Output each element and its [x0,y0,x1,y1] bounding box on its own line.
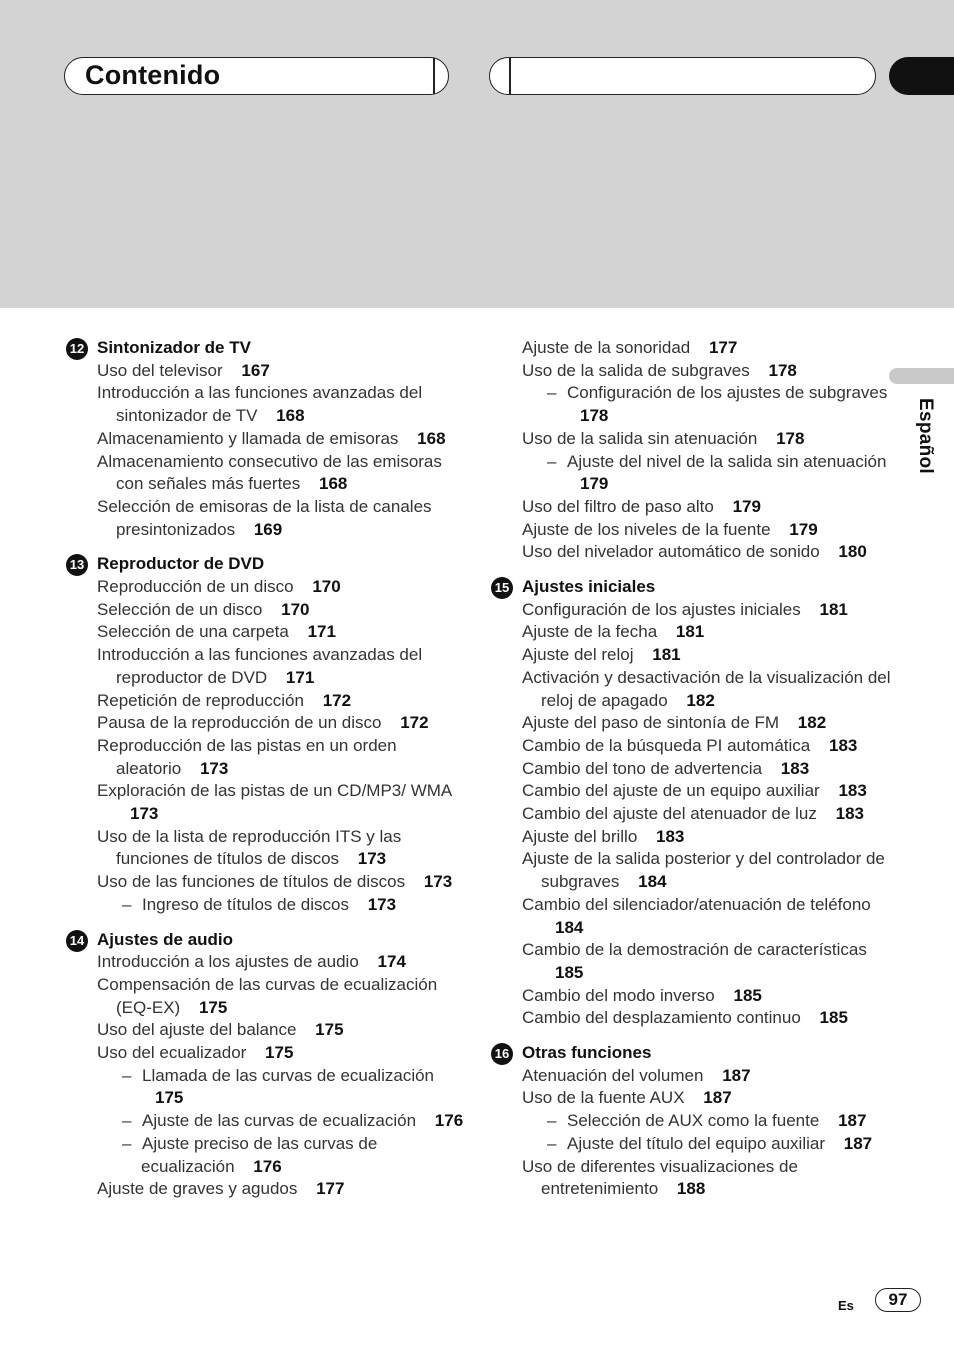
toc-entry-text: Atenuación del volumen [522,1065,704,1085]
toc-entry-text: Uso del televisor [97,360,223,380]
toc-entry-text: Selección de AUX como la fuente [567,1111,820,1131]
toc-entry-text: Ajuste de las curvas de ecualización [142,1111,417,1131]
toc-entry-page: 169 [253,519,283,539]
toc-entry-page: 171 [307,622,336,642]
toc-entry[interactable] [491,826,891,849]
toc-entry[interactable] [66,690,466,713]
toc-entry-text: Cambio del silenciador/atenuación de teléfono [522,894,871,914]
toc-entry[interactable] [491,451,891,496]
toc-entry[interactable] [66,1133,466,1178]
toc-entry-page: 171 [285,667,315,687]
toc-entry-page: 179 [789,519,818,539]
toc-entry-text: Cambio del ajuste del atenuador de luz [522,804,817,824]
toc-entry-page: 185 [733,985,762,1005]
toc-entry-text: Repetición de reproducción [97,690,304,710]
toc-entry-page: 174 [377,952,406,972]
sub-entry-dash: – [122,1111,132,1131]
toc-entry-text: Ajuste del paso de sintonía de FM [522,713,780,733]
toc-entry-text: Activación y desactivación de la visualización del reloj de apagado [522,667,891,710]
toc-entry[interactable] [66,360,466,383]
toc-section [491,337,891,564]
toc-entry-text: Cambio de la demostración de características [522,940,867,960]
toc-entry-text: Introducción a las funciones avanzadas del sintonizador de TV [97,383,423,426]
toc-entry[interactable] [66,735,466,780]
toc-entry-page: 173 [130,804,159,824]
page-title: Contenido [85,60,221,90]
toc-entry[interactable] [491,1007,891,1030]
toc-entry-text: Ingreso de títulos de discos [142,894,349,914]
toc-entry-page: 181 [819,599,848,619]
toc-entry-text: Ajuste preciso de las curvas de ecualización [141,1133,378,1176]
section-title: Ajustes de audio [97,929,234,949]
toc-entry-text: Compensación de las curvas de ecualización (EQ-EX) [97,974,438,1017]
toc-entry-text: Cambio del tono de advertencia [522,758,763,778]
footer-language-code: Es [838,1298,854,1313]
toc-entry-page: 184 [555,917,584,937]
toc-entry-page: 175 [198,997,228,1017]
toc-entry-text: Uso del ecualizador [97,1043,247,1063]
toc-entry-page: 178 [776,428,805,448]
toc-entry[interactable] [491,360,891,383]
toc-entry[interactable] [491,985,891,1008]
sub-entry-dash: – [547,451,557,471]
toc-entry-page: 182 [686,690,715,710]
toc-entry-text: Ajuste del nivel de la salida sin atenuación [567,451,887,471]
toc-entry[interactable] [491,644,891,667]
toc-entry-text: Ajuste de la sonoridad [522,338,691,357]
section-number-badge: 15 [491,577,513,599]
header-right-box-divider [509,58,511,94]
toc-entry[interactable] [491,382,891,427]
toc-entry-text: Uso de la salida de subgraves [522,360,750,380]
toc-entry[interactable] [66,712,466,735]
toc-entry-page: 183 [835,804,864,824]
sub-entry-dash: – [547,383,557,403]
toc-entry[interactable] [491,1156,891,1201]
toc-entry-page: 181 [675,622,705,642]
toc-entry-page: 187 [722,1065,751,1085]
toc-entry-text: Exploración de las pistas de un CD/MP3/ WMA [97,781,452,801]
toc-entry[interactable] [66,599,466,622]
toc-entry-page: 188 [676,1179,706,1199]
toc-entry-page: 168 [319,474,348,494]
section-title: Ajustes iniciales [522,577,656,597]
toc-entry[interactable] [491,337,891,360]
language-tab-label: Español [915,398,936,475]
toc-entry-page: 170 [312,577,341,596]
toc-section [66,337,466,541]
toc-entry-text: Ajuste del brillo [522,826,638,846]
footer-page-number: 97 [875,1288,921,1312]
toc-entry-text: Uso del nivelador automático de sonido [522,542,820,562]
toc-entry[interactable] [66,621,466,644]
toc-entry-page: 179 [580,474,609,494]
toc-entry-text: Introducción a los ajustes de audio [97,952,359,972]
toc-entry-page: 185 [819,1008,848,1028]
toc-entry-page: 187 [838,1111,867,1131]
toc-entry[interactable] [66,871,466,894]
toc-entry-text: Ajuste de la salida posterior y del controlador de subgraves [522,849,885,892]
section-heading [491,1042,891,1065]
toc-entry-page: 183 [838,781,867,801]
toc-entry[interactable] [491,735,891,758]
toc-entry-page: 187 [703,1088,732,1108]
toc-entry-text: Uso de la lista de reproducción ITS y las funciones de títulos de discos [97,826,402,869]
section-heading [66,929,466,952]
toc-entry[interactable] [66,780,466,825]
toc-entry-page: 183 [656,826,685,846]
toc-entry-page: 178 [580,406,609,426]
toc-entry-text: Ajuste del reloj [522,645,634,665]
toc-entry-text: Ajuste del título del equipo auxiliar [567,1133,825,1153]
toc-entry-page: 180 [838,542,867,562]
toc-entry[interactable] [491,1065,891,1088]
toc-entry-page: 176 [434,1111,464,1131]
toc-entry-page: 172 [400,713,429,733]
section-number-badge: 14 [66,930,88,952]
toc-entry-text: Uso de la salida sin atenuación [522,428,758,448]
toc-entry-text: Cambio del desplazamiento continuo [522,1008,801,1028]
toc-entry-page: 187 [843,1133,873,1153]
toc-entry-text: Cambio del ajuste de un equipo auxiliar [522,781,820,801]
title-box-divider [433,58,435,94]
section-title: Reproductor de DVD [97,554,265,574]
toc-entry-text: Ajuste de la fecha [522,622,658,642]
toc-entry-page: 175 [155,1088,184,1108]
toc-entry-text: Cambio del modo inverso [522,985,715,1005]
toc-entry[interactable] [66,382,466,427]
toc-entry[interactable] [66,576,466,599]
toc-entry-page: 167 [241,360,270,380]
toc-entry-page: 177 [708,338,738,357]
toc-entry-page: 176 [253,1156,282,1176]
toc-entry-page: 172 [322,690,352,710]
section-heading [66,337,466,360]
toc-entry-text: Selección de un disco [97,599,263,619]
toc-column-right [491,337,891,1213]
toc-entry-page: 173 [423,872,453,892]
toc-entry[interactable] [491,803,891,826]
toc-entry-text: Almacenamiento consecutivo de las emisoras con señales más fuertes [97,451,442,494]
toc-entry-text: Pausa de la reproducción de un disco [97,713,382,733]
toc-entry-page: 184 [638,872,667,892]
section-heading [66,553,466,576]
sub-entry-dash: – [122,894,132,914]
toc-entry[interactable] [66,951,466,974]
sub-entry-dash: – [547,1111,557,1131]
section-number-badge: 16 [491,1043,513,1065]
toc-entry[interactable] [491,428,891,451]
toc-entry-page: 182 [797,713,827,733]
sub-entry-dash: – [122,1065,132,1085]
section-title: Otras funciones [522,1043,652,1063]
toc-entry-text: Configuración de los ajustes de subgraves [567,383,888,403]
toc-entry-text: Selección de una carpeta [97,622,289,642]
toc-entry-text: Llamada de las curvas de ecualización [142,1065,435,1085]
toc-entry[interactable] [66,1042,466,1065]
header-band [0,0,954,308]
toc-entry-text: Uso de diferentes visualizaciones de entretenimiento [522,1156,798,1199]
section-number-badge: 12 [66,338,88,360]
toc-entry[interactable] [491,519,891,542]
toc-entry[interactable] [491,894,891,939]
toc-entry-text: Uso del filtro de paso alto [522,496,714,516]
toc-entry[interactable] [491,621,891,644]
toc-entry-page: 183 [828,735,858,755]
toc-entry-page: 168 [417,428,446,448]
toc-entry[interactable] [66,496,466,541]
toc-entry[interactable] [66,644,466,689]
toc-entry-text: Reproducción de las pistas en un orden aleatorio [97,735,397,778]
toc-entry[interactable] [491,848,891,893]
toc-column-left [66,337,466,1213]
toc-entry-page: 181 [652,645,681,665]
toc-entry[interactable] [491,667,891,712]
toc-entry-page: 178 [768,360,797,380]
toc-entry[interactable] [491,939,891,984]
toc-entry-text: Selección de emisoras de la lista de canales presintonizados [97,496,432,539]
toc-entry-page: 173 [357,849,387,869]
toc-entry-page: 185 [555,962,584,982]
toc-entry[interactable] [66,894,466,917]
toc-section [66,553,466,916]
toc-entry-text: Ajuste de graves y agudos [97,1179,298,1199]
toc-entry-page: 173 [199,758,229,778]
toc-entry-page: 183 [780,758,810,778]
section-heading [491,576,891,599]
toc-entry-text: Introducción a las funciones avanzadas del reproductor de DVD [97,645,423,687]
toc-entry-text: Almacenamiento y llamada de emisoras [97,428,399,448]
toc-entry-text: Uso de las funciones de títulos de discos [97,872,406,892]
toc-entry-page: 179 [732,496,761,516]
toc-entry-page: 177 [316,1179,345,1199]
toc-entry[interactable] [66,428,466,451]
toc-section [66,929,466,1201]
section-title: Sintonizador de TV [97,338,251,357]
toc-entry[interactable] [66,974,466,1019]
toc-entry[interactable] [66,1019,466,1042]
toc-entry[interactable] [491,1087,891,1110]
toc-entry-page: 175 [315,1020,344,1040]
header-right-box [489,57,876,95]
toc-entry[interactable] [491,758,891,781]
toc-entry-page: 173 [367,894,397,914]
sub-entry-dash: – [547,1133,557,1153]
toc-entry[interactable] [491,1133,891,1156]
toc-entry[interactable] [66,1065,466,1110]
toc-entry[interactable] [491,1110,891,1133]
section-tab-grey [889,368,954,384]
toc-entry[interactable] [491,541,891,564]
title-box [64,57,449,95]
toc-entry-text: Ajuste de los niveles de la fuente [522,519,771,539]
toc-entry-text: Cambio de la búsqueda PI automática [522,735,811,755]
toc-entry[interactable] [66,826,466,871]
toc-entry[interactable] [491,780,891,803]
toc-entry[interactable] [66,1110,466,1133]
toc-entry[interactable] [66,1178,466,1201]
section-tab-black [889,57,954,95]
toc-entry-page: 168 [276,406,305,426]
toc-entry-page: 170 [281,599,310,619]
section-number-badge: 13 [66,554,88,576]
toc-entry[interactable] [491,712,891,735]
toc-entry-text: Uso del ajuste del balance [97,1020,297,1040]
toc-entry[interactable] [491,496,891,519]
sub-entry-dash: – [122,1133,132,1153]
toc-entry-page: 175 [265,1043,294,1063]
toc-section [491,576,891,1030]
toc-entry[interactable] [66,451,466,496]
toc-entry-text: Configuración de los ajustes iniciales [522,599,801,619]
toc-entry-text: Reproducción de un disco [97,577,294,596]
toc-section [491,1042,891,1201]
toc-entry[interactable] [491,599,891,622]
toc-entry-text: Uso de la fuente AUX [522,1088,685,1108]
